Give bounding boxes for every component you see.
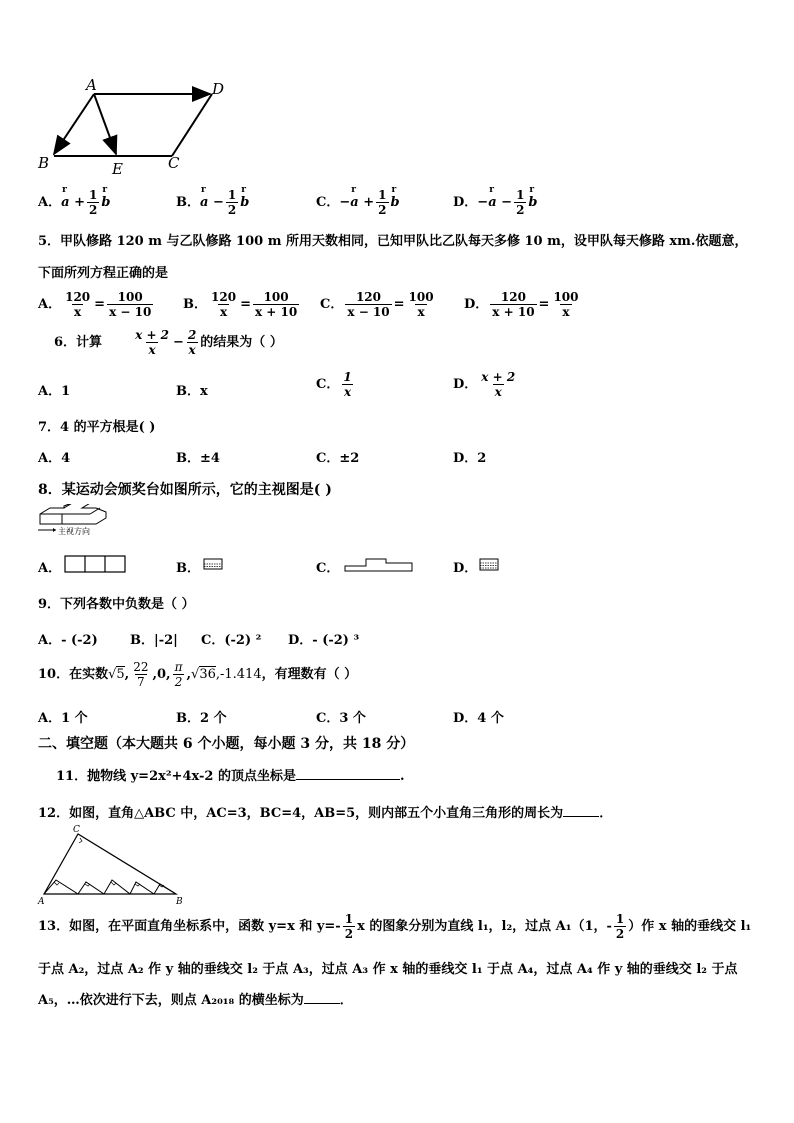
podium-figure	[36, 504, 126, 540]
q10-option-b[interactable]: B．2 个	[176, 711, 227, 726]
q8-option-a-figure	[64, 555, 126, 573]
q13-line1: 13．如图，在平面直角坐标系中，函数 y=x 和 y=- $\frac{1}{2}$ x 的图象分别为直线 l₁，l₂，过点 A₁（1，- $\frac{1}{2}$ ）作 x 轴的垂线交 l₁	[38, 912, 752, 941]
q7-stem: 7．4 的平方根是( )	[38, 420, 156, 435]
label-d: D	[212, 80, 225, 98]
q9-option-b[interactable]: B．|-2|	[130, 633, 178, 648]
section-2-heading: 二、填空题（本大题共 6 个小题，每小题 3 分，共 18 分）	[38, 736, 415, 752]
q8-option-b[interactable]: B．	[176, 561, 200, 576]
q8-option-c-figure	[344, 556, 414, 572]
q8-stem: 8．某运动会颁奖台如图所示，它的主视图是( )	[38, 482, 332, 498]
q6-option-d[interactable]: D． $\frac{x + 2}{x}$	[453, 370, 516, 399]
q8-option-a[interactable]: A．	[38, 561, 62, 576]
q7-option-a[interactable]: A．4	[38, 451, 71, 466]
q5-option-b[interactable]: B． $\frac{120}{x}$ = $\frac{100}{x + 10}$	[183, 290, 298, 319]
q10-option-a[interactable]: A．1 个	[38, 711, 88, 726]
q7-option-d[interactable]: D．2	[453, 451, 487, 466]
q7-option-c[interactable]: C．±2	[316, 451, 360, 466]
label-a: A	[86, 76, 97, 94]
q6-option-a[interactable]: A．1	[38, 384, 71, 399]
q8-option-d[interactable]: D．	[453, 561, 478, 576]
q5-option-c[interactable]: C． $\frac{120}{x - 10}$ = $\frac{100}{x}$	[320, 290, 434, 319]
q6-stem: 6．计算 $\frac{x + 2}{x}$ − $\frac{2}{x}$ 的结果为（ ）	[54, 328, 283, 357]
q8-option-b-figure	[203, 558, 223, 570]
podium-caption: 主视方向	[58, 527, 90, 536]
q9-option-a[interactable]: A．- (-2)	[38, 633, 98, 648]
right-triangle-figure	[36, 824, 186, 906]
q11-answer-blank[interactable]	[296, 779, 400, 780]
q5-option-a[interactable]: A． $\frac{120}{x}$ = $\frac{100}{x - 10}$	[38, 290, 152, 319]
q13-line2: 于点 A₂，过点 A₂ 作 y 轴的垂线交 l₂ 于点 A₃，过点 A₃ 作 x 轴的垂线交 l₁ 于点 A₄，过点 A₄ 作 y 轴的垂线交 l₂ 于点	[38, 962, 738, 977]
q12-answer-blank[interactable]	[563, 816, 599, 817]
q10-stem: 10．在实数√5, $\frac{22}{7}$ ,0, $\frac{\pi}{2}$ ,√36,-1.414，有理数有（ ）	[38, 660, 358, 689]
segment-ae	[94, 94, 116, 154]
segment-ab	[54, 94, 94, 154]
label-b: B	[38, 154, 50, 172]
parallelogram-figure	[30, 74, 240, 179]
q13-answer-blank[interactable]	[304, 1003, 340, 1004]
q10-option-c[interactable]: C．3 个	[316, 711, 366, 726]
q5-stem-line2: 下面所列方程正确的是	[38, 266, 169, 281]
q4-option-a[interactable]: A．r a + $\frac{1}{2}$ r b	[38, 188, 110, 217]
label-b: B	[176, 897, 183, 906]
q10-option-d[interactable]: D．4 个	[453, 711, 504, 726]
label-e: E	[112, 160, 123, 178]
segment-cd	[172, 94, 212, 156]
q12-stem: 12．如图，直角△ABC 中，AC=3，BC=4，AB=5，则内部五个小直角三角形的周长为 ．	[38, 806, 613, 821]
label-a: A	[38, 897, 45, 906]
q4-option-b[interactable]: B．r a − $\frac{1}{2}$ r b	[176, 188, 249, 217]
q6-option-b[interactable]: B．x	[176, 384, 208, 399]
q9-stem: 9．下列各数中负数是（ ）	[38, 597, 195, 612]
q6-option-c[interactable]: C． $\frac{1}{x}$	[316, 370, 352, 399]
q8-option-c[interactable]: C．	[316, 561, 340, 576]
q8-option-d-figure	[479, 558, 499, 571]
q9-option-d[interactable]: D．- (-2) ³	[288, 633, 360, 648]
q5-option-d[interactable]: D． $\frac{120}{x + 10}$ = $\frac{100}{x}$	[464, 290, 579, 319]
q9-option-c[interactable]: C．(-2) ²	[201, 633, 262, 648]
label-c: C	[73, 825, 80, 835]
q4-option-c[interactable]: C．−r a + $\frac{1}{2}$ r b	[316, 188, 400, 217]
q13-line3: A₅，…依次进行下去，则点 A₂₀₁₈ 的横坐标为 ．	[38, 993, 353, 1008]
q4-option-d[interactable]: D．−r a − $\frac{1}{2}$ r b	[453, 188, 538, 217]
label-c: C	[168, 154, 180, 172]
q11-stem: 11．抛物线 y=2x²+4x-2 的顶点坐标是 .	[56, 769, 405, 784]
q7-option-b[interactable]: B．±4	[176, 451, 220, 466]
q5-stem-line1: 5．甲队修路 120 m 与乙队修路 100 m 所用天数相同，已知甲队比乙队每天多修 10 m，设甲队每天修路 xm.依题意，	[38, 234, 748, 249]
